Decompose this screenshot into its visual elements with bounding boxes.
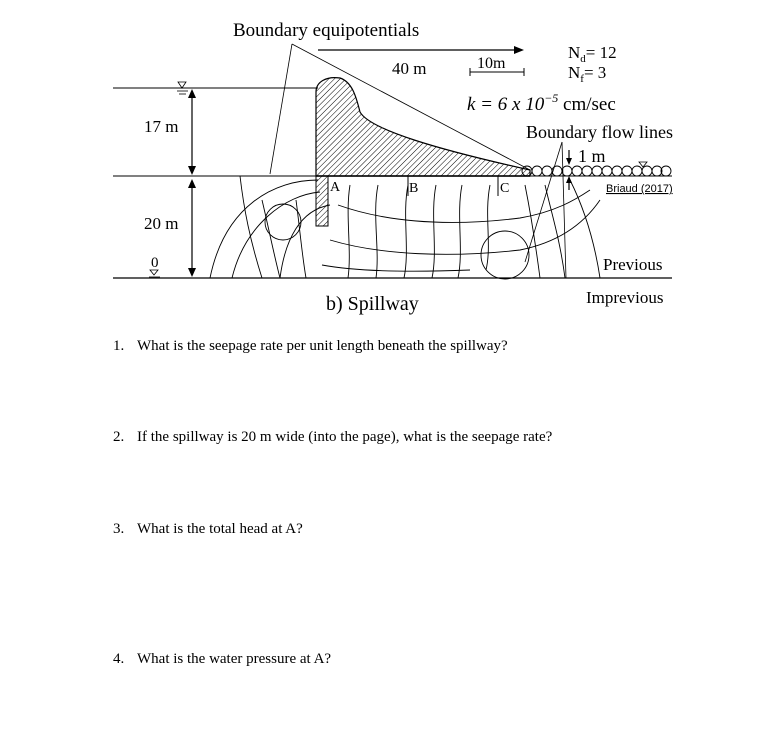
question-number: 4. bbox=[113, 651, 125, 667]
question-3 bbox=[113, 521, 303, 538]
question-1 bbox=[113, 338, 508, 355]
question-number: 1. bbox=[113, 338, 125, 354]
permeability-label: k = 6 x $10^{-5}$ cm/sec bbox=[467, 91, 616, 115]
width-40m-arrow bbox=[318, 46, 524, 54]
question-number: 2. bbox=[113, 429, 125, 445]
point-a-marker bbox=[328, 176, 341, 196]
depth-20-label: 20 m bbox=[144, 214, 179, 233]
width-40m-label: 40 m bbox=[392, 59, 427, 78]
question-text: What is the water pressure at A? bbox=[137, 651, 332, 667]
one-m-label: 1 m bbox=[578, 146, 606, 166]
spillway-body bbox=[316, 78, 530, 176]
nf-label: $N_f= 3$ bbox=[568, 63, 607, 85]
point-c-marker bbox=[498, 176, 509, 196]
impervious-label: Imprevious bbox=[586, 288, 664, 307]
nd-label: $N_d= 12$ bbox=[568, 43, 617, 65]
previous-label: Previous bbox=[603, 255, 663, 274]
question-text: If the spillway is 20 m wide (into the page), what is the seepage rate? bbox=[137, 429, 553, 445]
boundary-flow-pointers bbox=[525, 142, 566, 278]
boundary-equipotentials-label: Boundary equipotentials bbox=[233, 20, 420, 41]
one-m-arrows bbox=[566, 150, 572, 190]
scale-10m-label: 10m bbox=[477, 55, 506, 72]
question-2 bbox=[113, 429, 552, 446]
point-c-label: C bbox=[500, 181, 510, 196]
point-b-label: B bbox=[409, 181, 419, 196]
question-text: What is the seepage rate per unit length beneath the spillway? bbox=[137, 338, 508, 354]
datum-symbol bbox=[149, 270, 160, 277]
point-a-label: A bbox=[330, 180, 341, 195]
figure-caption: b) Spillway bbox=[326, 293, 419, 315]
dimension-20m bbox=[188, 179, 196, 277]
depth-17-label: 17 m bbox=[144, 117, 179, 136]
dimension-17m bbox=[188, 89, 196, 175]
point-b-marker bbox=[408, 176, 418, 196]
question-text: What is the total head at A? bbox=[137, 521, 303, 537]
boundary-flow-lines-label: Boundary flow lines bbox=[526, 122, 673, 142]
datum-zero-label: 0 bbox=[151, 255, 159, 271]
riprap-stones bbox=[522, 166, 671, 176]
question-4 bbox=[113, 651, 331, 668]
question-number: 3. bbox=[113, 521, 125, 537]
flow-net-lines bbox=[210, 176, 600, 279]
credit-label: Briaud (2017) bbox=[606, 183, 673, 195]
cutoff-wall bbox=[316, 176, 328, 226]
